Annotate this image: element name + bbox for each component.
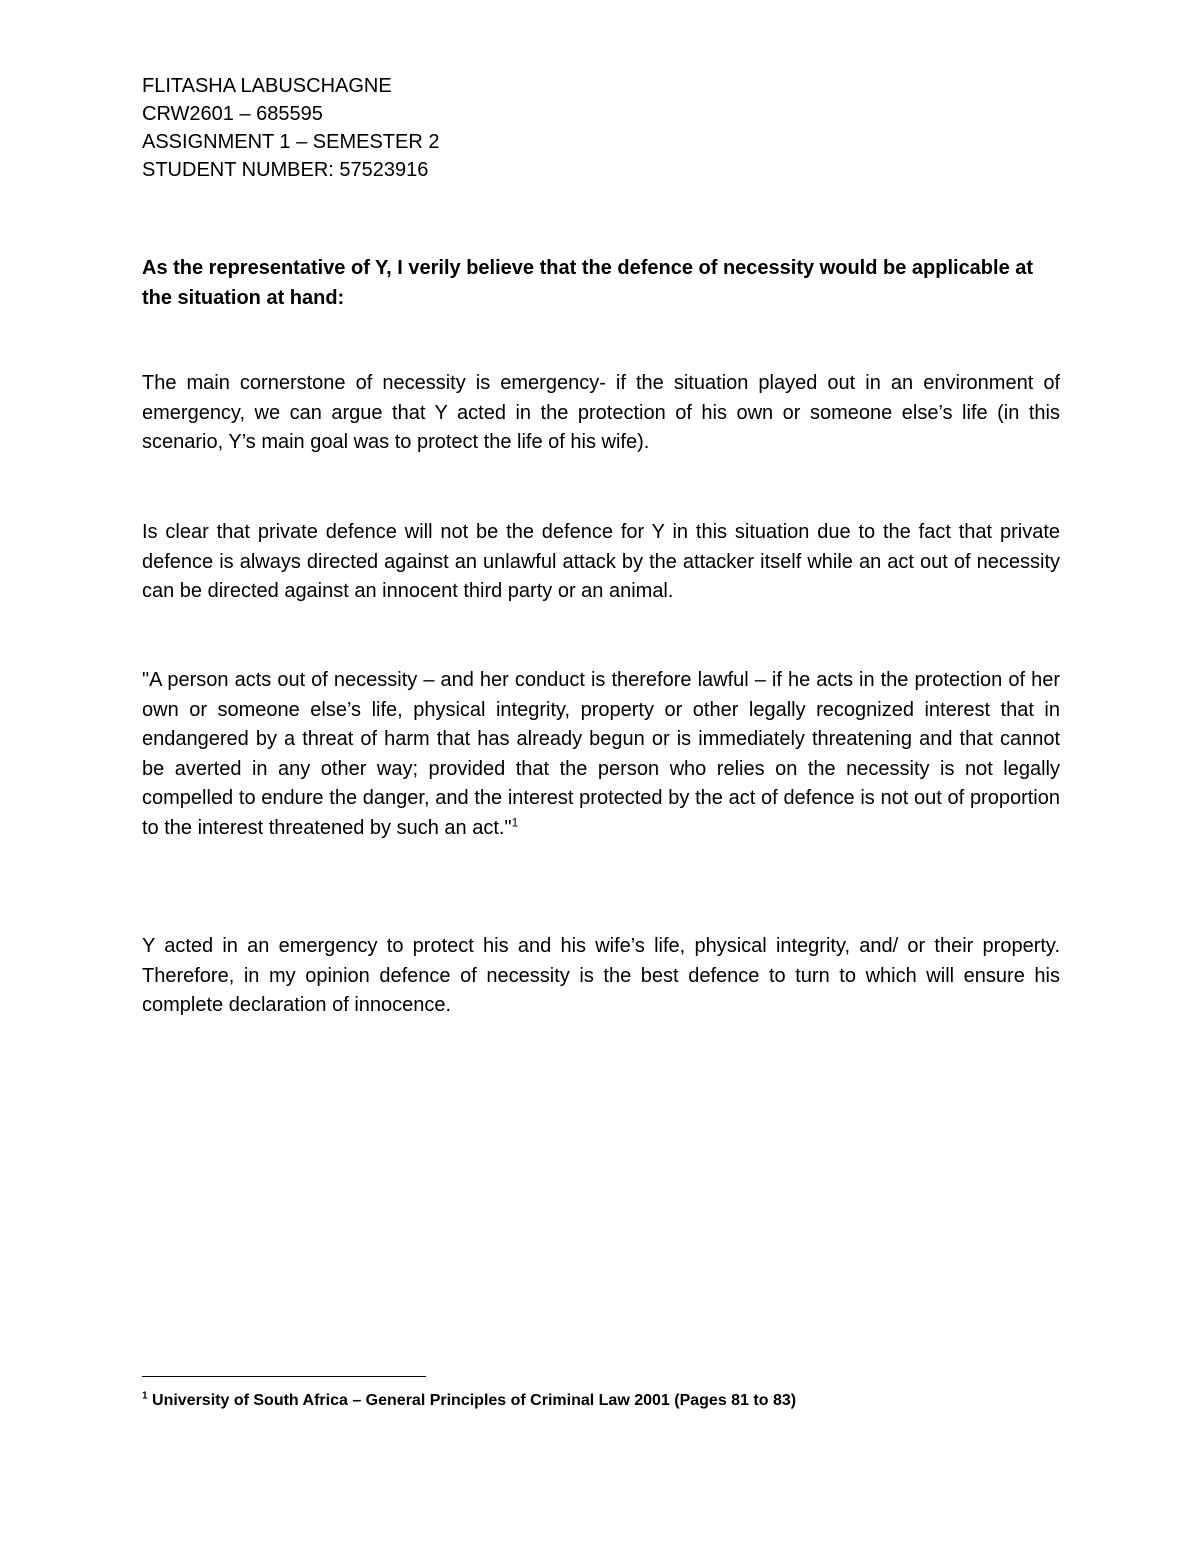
paragraph-emergency: The main cornerstone of necessity is emergency- if the situation played out in an environment of emergency, we can argue that Y acted in the protection of his own or someone else’s life (in this scenario, Y’s main goal was to protect the life of his wife). bbox=[142, 372, 1060, 453]
footnote-divider bbox=[142, 1376, 426, 1377]
header-block bbox=[142, 72, 440, 184]
author-name: FLITASHA LABUSCHAGNE bbox=[142, 75, 392, 97]
footnote bbox=[142, 1390, 796, 1412]
assignment-title: ASSIGNMENT 1 – SEMESTER 2 bbox=[142, 131, 440, 153]
paragraph-private-defence: Is clear that private defence will not be the defence for Y in this situation due to the fact that private defence is always directed against an unlawful attack by the attacker itself while an act out of necessity can be directed against an innocent third party or an animal. bbox=[142, 521, 1060, 602]
footnote-marker: 1 bbox=[142, 1390, 148, 1402]
paragraph-conclusion: Y acted in an emergency to protect his and his wife’s life, physical integrity, and/ or their property. Therefore, in my opinion defence of necessity is the best defence to turn to which will ensure his complete declaration of innocence. bbox=[142, 935, 1060, 1016]
section-heading: As the representative of Y, I verily believe that the defence of necessity would be applicable at the situation at hand: bbox=[142, 257, 1034, 309]
paragraph-quote bbox=[142, 666, 1060, 843]
footnote-text: University of South Africa – General Principles of Criminal Law 2001 (Pages 81 to 83) bbox=[147, 1392, 797, 1409]
student-number: STUDENT NUMBER: 57523916 bbox=[142, 159, 429, 181]
quote-text: "A person acts out of necessity – and her conduct is therefore lawful – if he acts in the protection of her own or someone else’s life, physical integrity, property or other legally recognized interest that in endangered by a threat of harm that has already begun or is immediately threatening and that cannot be averted in any other way; provided that the person who relies on the necessity is not legally compelled to endure the danger, and the interest protected by the act of defence is not out of proportion to the interest threatened by such an act." bbox=[142, 669, 1060, 839]
footnote-reference[interactable]: 1 bbox=[511, 814, 519, 829]
course-code: CRW2601 – 685595 bbox=[142, 103, 323, 125]
